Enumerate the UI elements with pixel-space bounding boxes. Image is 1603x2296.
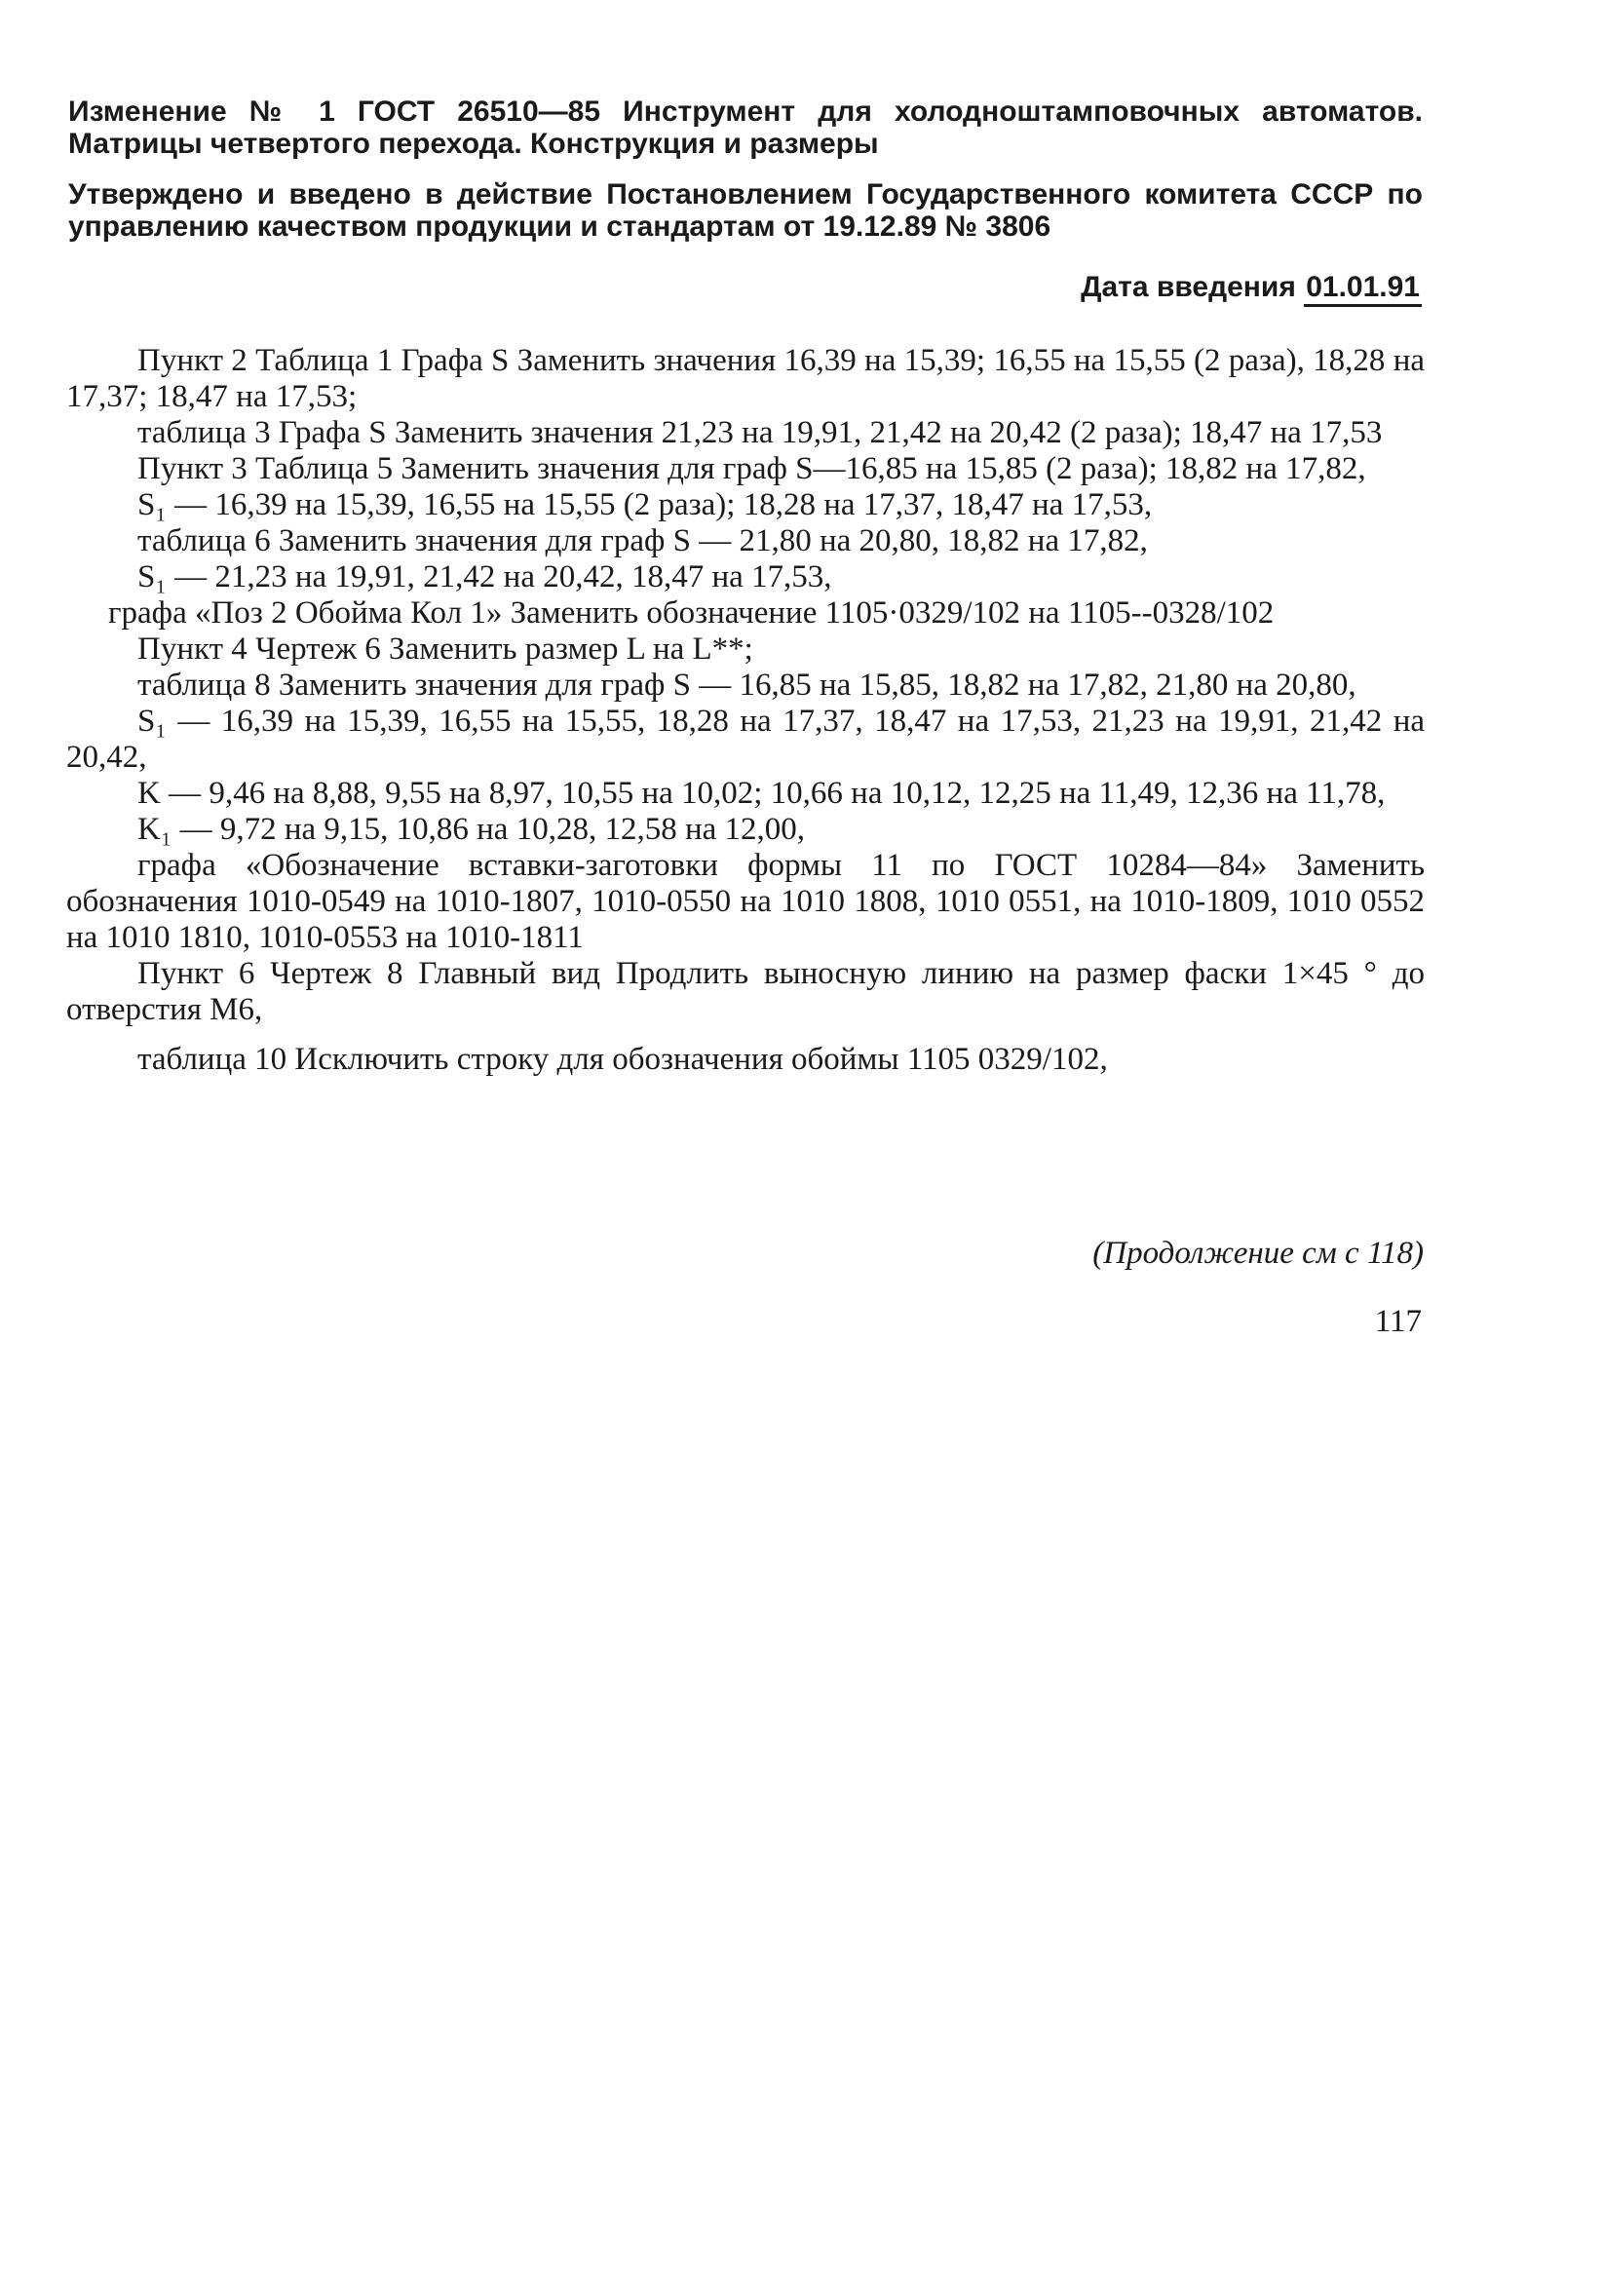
page-number: 117 [1374,1304,1422,1339]
paragraph: S₁ — 21,23 на 19,91, 21,42 на 20,42, 18,47 на 17,53, [137,559,832,594]
document-title: Изменение № 1 ГОСТ 26510—85 Инструмент для холодноштамповочных автоматов. Матрицы четвертого перехода. Конструкция и размеры [68,96,1423,160]
introduction-date [1081,271,1422,303]
paragraph: S₁ — 16,39 на 15,39, 16,55 на 15,55, 18,28 на 17,37, 18,47 на 17,53, 21,23 на 19,91, 21,42 на 20,42, [66,704,1425,775]
paragraph: таблица 10 Исключить строку для обозначения обоймы 1105 0329/102, [137,1042,1108,1077]
paragraph: Пункт 4 Чертеж 6 Заменить размер L на L**; [137,631,753,667]
paragraph: Пункт 6 Чертеж 8 Главный вид Продлить выносную линию на размер фаски 1×45 ° до отверстия М6, [66,956,1425,1027]
paragraph: Пункт 2 Таблица 1 Графа S Заменить значения 16,39 на 15,39; 16,55 на 15,55 (2 раза), 18,28 на 17,37; 18,47 на 17,53; [66,343,1425,414]
amendment-body [66,343,1425,1078]
paragraph: графа «Поз 2 Обойма Кол 1» Заменить обозначение 1105·0329/102 на 1105-‑0328/102 [108,595,1275,631]
paragraph: таблица 8 Заменить значения для граф S — 16,85 на 15,85, 18,82 на 17,82, 21,80 на 20,80, [137,668,1356,703]
approval-statement: Утверждено и введено в действие Постановлением Государственного комитета СССР по управлению качеством продукции и стандартам от 19.12.89 № 3806 [68,178,1423,243]
introduction-date-value: 01.01.91 [1304,271,1422,307]
paragraph: графа «Обозначение вставки-заготовки формы 11 по ГОСТ 10284—84» Заменить обозначения 1010-0549 на 1010-1807, 1010-0550 на 1010 1808, 1010 0551, на 1010-1809, 1010 0552 на 1010 1810, 1010-0553 на 1010-1811 [66,848,1425,955]
paragraph: Пункт 3 Таблица 5 Заменить значения для граф S—16,85 на 15,85 (2 раза); 18,82 на 17,82, [137,451,1366,486]
paragraph: K — 9,46 на 8,88, 9,55 на 8,97, 10,55 на 10,02; 10,66 на 10,12, 12,25 на 11,49, 12,36 на 11,78, [137,776,1386,811]
paragraph: S₁ — 16,39 на 15,39, 16,55 на 15,55 (2 раза); 18,28 на 17,37, 18,47 на 17,53, [137,487,1153,522]
paragraph: таблица 6 Заменить значения для граф S — 21,80 на 20,80, 18,82 на 17,82, [137,523,1148,558]
continuation-note: (Продолжение см с 118) [1092,1236,1424,1271]
introduction-date-label: Дата введения [1081,271,1296,303]
paragraph: K₁ — 9,72 на 9,15, 10,86 на 10,28, 12,58 на 12,00, [137,812,806,847]
paragraph: таблица 3 Графа S Заменить значения 21,23 на 19,91, 21,42 на 20,42 (2 раза); 18,47 на 17,53 [137,415,1383,450]
